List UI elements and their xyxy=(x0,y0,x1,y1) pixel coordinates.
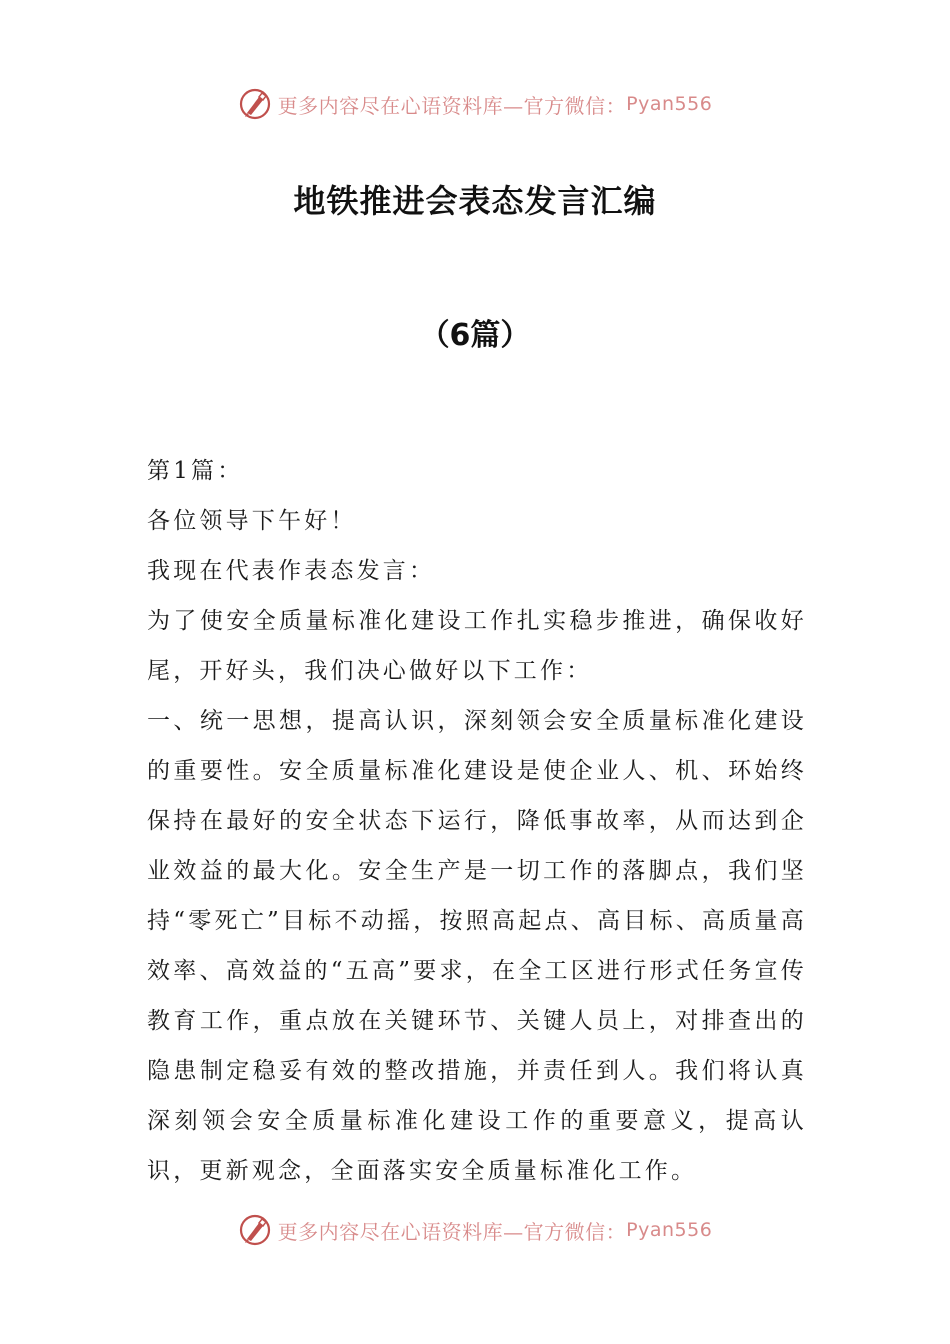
document-subtitle: （6篇） xyxy=(419,318,531,353)
watermark-wechat-id: Pyan556 xyxy=(626,1219,713,1241)
document-body xyxy=(147,446,807,1196)
pen-nib-logo-icon xyxy=(238,1213,272,1247)
document-title: 地铁推进会表态发言汇编 xyxy=(293,182,657,220)
section-heading: 第1篇： xyxy=(147,458,244,484)
purpose-paragraph: 为了使安全质量标准化建设工作扎实稳步推进，确保收好尾，开好头，我们决心做好以下工作： xyxy=(147,608,807,684)
watermark-text: 更多内容尽在心语资料库—官方微信： xyxy=(277,1219,627,1244)
footer-watermark xyxy=(0,1210,950,1250)
intro-paragraph: 我现在代表作表态发言： xyxy=(147,558,436,584)
watermark-wechat-id: Pyan556 xyxy=(626,93,713,115)
watermark-text: 更多内容尽在心语资料库—官方微信： xyxy=(277,93,627,118)
header-watermark xyxy=(0,84,950,124)
point-one-paragraph: 一、统一思想，提高认识，深刻领会安全质量标准化建设的重要性。安全质量标准化建设是使企业人、机、环始终保持在最好的安全状态下运行，降低事故率，从而达到企业效益的最大化。安全生产是一切工作的落脚点，我们坚持“零死亡”目标不动摇，按照高起点、高目标、高质量高效率、高效益的“五高”要求，在全工区进行形式任务宣传教育工作，重点放在关键环节、关键人员上，对排查出的隐患制定稳妥有效的整改措施，并责任到人。我们将认真深刻领会安全质量标准化建设工作的重要意义，提高认识，更新观念，全面落实安全质量标准化工作。 xyxy=(147,708,807,1184)
greeting-paragraph: 各位领导下午好！ xyxy=(147,508,357,534)
pen-nib-logo-icon xyxy=(238,87,272,121)
